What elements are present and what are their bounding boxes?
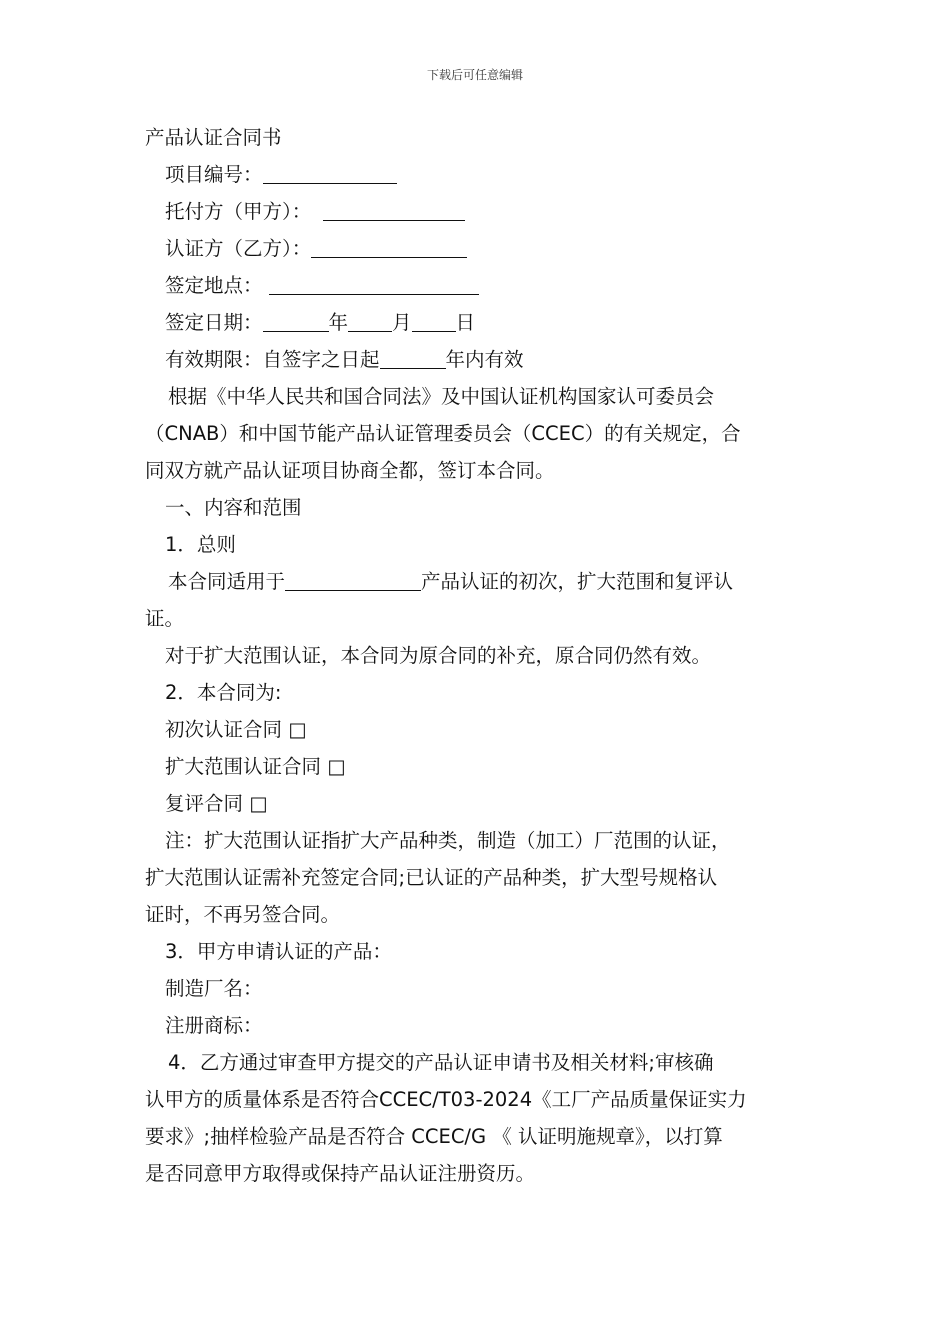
product-name-blank — [285, 571, 421, 592]
certifier-label: 认证方（乙方）： — [165, 237, 312, 260]
note-line-3: 证时，不再另签合同。 — [145, 903, 341, 926]
signing-place-label: 签定地点： — [165, 274, 263, 297]
day-blank — [412, 312, 456, 333]
client-label: 托付方（甲方）： — [165, 200, 312, 223]
client-line — [145, 193, 810, 230]
option-extension-label: 扩大范围认证合同 — [165, 755, 322, 778]
option-recertification — [145, 785, 810, 822]
client-blank — [323, 201, 465, 222]
clause-4-line-3: 要求》;抽样检验产品是否符合 CCEC/G 《 认证明施规章》，以打算 — [145, 1125, 723, 1148]
basis-paragraph-line-3: 同双方就产品认证项目协商全都，签订本合同。 — [145, 459, 555, 482]
basis-paragraph-line-2: （CNAB）和中国节能产品认证管理委员会（CCEC）的有关规定，合 — [145, 422, 741, 445]
extension-note: 对于扩大范围认证，本合同为原合同的补充，原合同仍然有效。 — [165, 644, 712, 667]
option-recertification-checkbox[interactable]: □ — [249, 792, 268, 815]
year-blank — [263, 312, 329, 333]
certifier-blank — [311, 238, 467, 259]
section-1-heading: 一、内容和范围 — [165, 496, 302, 519]
certifier-line — [145, 230, 810, 267]
project-number-label: 项目编号： — [165, 163, 263, 186]
month-blank — [348, 312, 392, 333]
validity-suffix: 年内有效 — [445, 348, 524, 371]
clause-4-line-1: 4．乙方通过审查甲方提交的产品认证申请书及相关材料;审核确 — [168, 1051, 714, 1074]
manufacturer-label: 制造厂名： — [165, 977, 263, 1000]
validity-line — [145, 341, 810, 378]
validity-years-blank — [380, 349, 446, 370]
page-header-note: 下载后可任意编辑 — [426, 68, 523, 82]
option-recertification-label: 复评合同 — [165, 792, 244, 815]
month-label: 月 — [392, 311, 412, 334]
note-line-2: 扩大范围认证需补充签定合同;已认证的产品种类，扩大型号规格认 — [145, 866, 718, 889]
trademark-label: 注册商标： — [165, 1014, 263, 1037]
note-line-1: 注：扩大范围认证指扩大产品种类，制造（加工）厂范围的认证， — [165, 829, 731, 852]
day-label: 日 — [455, 311, 476, 334]
clause-4-line-4: 是否同意甲方取得或保持产品认证注册资历。 — [145, 1162, 536, 1185]
option-extension — [145, 748, 810, 785]
signing-place-line — [145, 267, 810, 304]
signing-place-blank — [269, 275, 479, 296]
scope-text: 产品认证的初次，扩大范围和复评认 — [421, 570, 734, 593]
signing-date-line — [145, 304, 810, 341]
option-initial-checkbox[interactable]: □ — [288, 718, 307, 741]
clause-3-products: 3．甲方申请认证的产品： — [165, 940, 392, 963]
signing-date-label: 签定日期： — [165, 311, 263, 334]
option-extension-checkbox[interactable]: □ — [327, 755, 346, 778]
scope-line — [145, 563, 810, 600]
option-initial — [145, 711, 810, 748]
scope-line-continued: 证。 — [145, 607, 185, 630]
clause-2-contract-type: 2．本合同为: — [165, 681, 282, 704]
basis-paragraph-line-1: 根据《中华人民共和国合同法》及中国认证机构国家认可委员会 — [168, 385, 715, 408]
contract-body — [145, 119, 810, 1192]
clause-1-general: 1．总则 — [165, 533, 236, 556]
project-number-blank — [263, 164, 397, 185]
project-number-line — [145, 156, 810, 193]
document-title: 产品认证合同书 — [145, 126, 282, 149]
clause-4-line-2: 认甲方的质量体系是否符合CCEC/T03-2024《工厂产品质量保证实力 — [145, 1088, 747, 1111]
option-initial-label: 初次认证合同 — [165, 718, 283, 741]
validity-label: 有效期限：自签字之日起 — [165, 348, 380, 371]
scope-label: 本合同适用于 — [168, 570, 286, 593]
year-label: 年 — [328, 311, 349, 334]
